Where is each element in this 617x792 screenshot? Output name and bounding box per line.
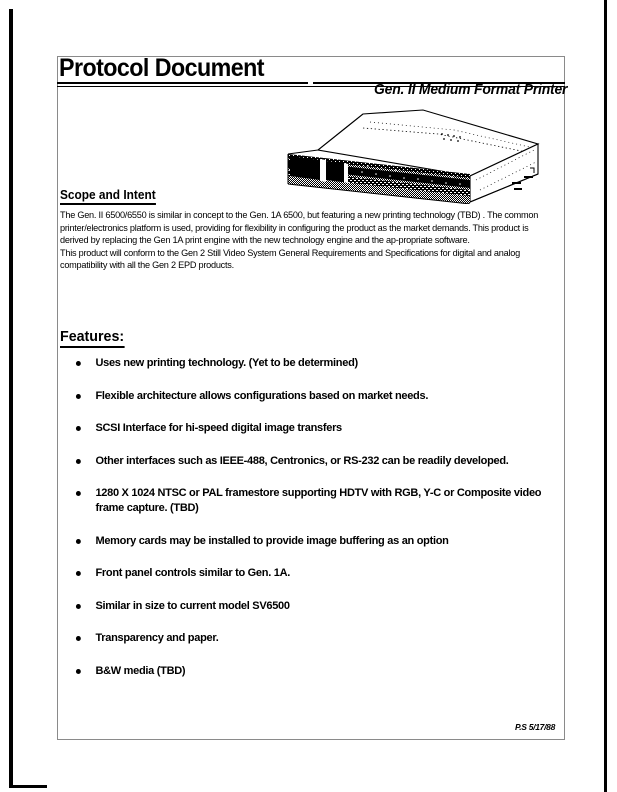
- list-item: [74, 599, 558, 614]
- list-item: [74, 389, 558, 404]
- features-heading: [60, 328, 124, 348]
- list-item-text: Front panel controls similar to Gen. 1A.: [95, 567, 291, 579]
- features-heading-text: Features:: [60, 328, 124, 348]
- list-item: [74, 534, 558, 549]
- bullet-icon: [76, 361, 81, 366]
- bullet-icon: [76, 539, 81, 544]
- list-item-text: Other interfaces such as IEEE-488, Centronics, or RS-232 can be readily developed.: [95, 454, 509, 467]
- list-item-text: Flexible architecture allows configurations based on market needs.: [95, 389, 429, 402]
- bullet-icon: [76, 491, 81, 496]
- list-item-text: Transparency and paper.: [95, 632, 219, 644]
- list-item-text: B&W media (TBD): [95, 664, 186, 677]
- scope-body: [60, 209, 553, 272]
- scan-border-bottom: [9, 785, 47, 788]
- title-rule-gap: [308, 82, 313, 84]
- scope-heading-text: Scope and Intent: [60, 188, 156, 205]
- list-item: [74, 421, 558, 436]
- list-item: [74, 454, 558, 469]
- document-subtitle: Gen. II Medium Format Printer: [373, 82, 567, 98]
- footer-stamp: P.S 5/17/88: [514, 722, 555, 732]
- title-block: [59, 55, 565, 82]
- bullet-icon: [76, 426, 81, 431]
- scope-paragraph-2: This product will conform to the Gen 2 Still Video System General Requirements and Specifications for digital and analog compatibility with all the Gen 2 EPD products.: [60, 247, 520, 271]
- bullet-icon: [76, 571, 81, 576]
- list-item: [74, 566, 558, 581]
- bullet-icon: [76, 669, 81, 674]
- scope-heading: [60, 188, 156, 205]
- bullet-icon: [76, 459, 81, 464]
- scan-border-right: [604, 0, 607, 792]
- scope-paragraph-1: The Gen. II 6500/6550 is similar in concept to the Gen. 1A 6500, but featuring a new printing technology (TBD) . The common printer/electronics platform is used, providing for flexibility in configuring the product as the market demands. This product is derived by replacing the Gen 1A print engine with the new technology engine and the ap-propriate software.: [60, 210, 539, 246]
- bullet-icon: [76, 604, 81, 609]
- list-item-text: Similar in size to current model SV6500: [95, 599, 290, 612]
- list-item: [74, 356, 558, 371]
- list-item-text: Memory cards may be installed to provide image buffering as an option: [95, 534, 449, 547]
- printer-illustration: [258, 104, 548, 204]
- bullet-icon: [76, 394, 81, 399]
- page-title: Protocol Document: [59, 54, 264, 82]
- bullet-icon: [76, 636, 81, 641]
- scan-border-left: [9, 9, 13, 787]
- list-item-text: SCSI Interface for hi-speed digital image transfers: [95, 422, 342, 434]
- list-item: [74, 664, 558, 679]
- features-list: [74, 356, 570, 696]
- list-item: [74, 486, 558, 516]
- list-item: [74, 631, 558, 646]
- list-item-text: Uses new printing technology. (Yet to be determined): [95, 357, 358, 369]
- list-item-text: 1280 X 1024 NTSC or PAL framestore supporting HDTV with RGB, Y-C or Composite video frame capture. (TBD): [95, 487, 542, 514]
